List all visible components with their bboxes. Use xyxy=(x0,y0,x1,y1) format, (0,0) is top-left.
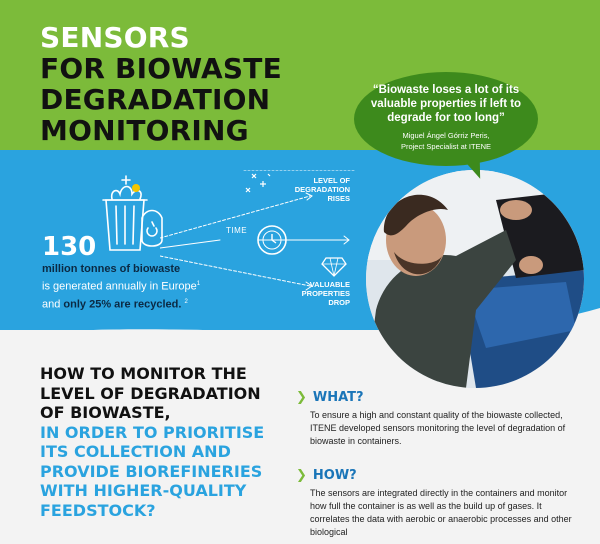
stat-description xyxy=(42,262,302,312)
heading-blue-5: FEEDSTOCK? xyxy=(40,500,156,520)
how-title: HOW? xyxy=(312,468,357,483)
chevron-right-icon: ❯ xyxy=(296,468,307,483)
title-line-2: FOR BIOWASTE xyxy=(40,52,282,85)
label-top-1: LEVEL OF xyxy=(313,176,350,185)
heading-dark-3: OF BIOWASTE, xyxy=(40,403,171,422)
quote-bubble xyxy=(354,72,538,166)
heading-blue-3: PROVIDE BIOREFINERIES xyxy=(40,461,263,481)
heading-dark-2: LEVEL OF DEGRADATION xyxy=(40,383,261,403)
label-bottom-2: PROPERTIES xyxy=(301,289,350,298)
stat-line-3: and xyxy=(42,298,64,311)
what-section-title xyxy=(296,390,364,405)
what-title: WHAT? xyxy=(312,390,364,405)
heading-blue-4: WITH HIGHER-QUALITY xyxy=(40,481,247,500)
waste-bin-icon xyxy=(96,170,166,254)
stat-line-2: is generated annually in Europe xyxy=(42,280,197,293)
title-line-1: SENSORS xyxy=(40,21,190,54)
page-title xyxy=(40,22,282,146)
quote-role: Project Specialist at ITENE xyxy=(400,142,492,151)
researcher-photo xyxy=(366,170,584,388)
footnote-2: 2 xyxy=(184,298,188,305)
quote-attribution xyxy=(366,130,526,152)
heading-blue-1: IN ORDER TO PRIORITISE xyxy=(40,422,265,442)
quote-author: Miguel Ángel Górriz Peris, xyxy=(402,131,490,140)
heading-dark-1: HOW TO MONITOR THE xyxy=(40,364,247,383)
stat-big-number: 130 xyxy=(42,232,97,262)
label-bottom-1: VALUABLE xyxy=(309,280,350,289)
quote-text: “Biowaste loses a lot of its valuable properties if left to degrade for too long” xyxy=(370,84,522,124)
what-body: To ensure a high and constant quality of the biowaste collected, ITENE developed sensors monitoring the level of degradation of biowaste in containers. xyxy=(310,410,566,446)
main-question-heading xyxy=(40,364,290,520)
label-top-2: DEGRADATION xyxy=(294,185,350,194)
heading-blue-2: ITS COLLECTION AND xyxy=(40,442,231,461)
label-degradation-rises xyxy=(290,176,350,203)
chevron-right-icon: ❯ xyxy=(296,390,307,405)
footnote-1: 1 xyxy=(196,281,201,287)
label-bottom-3: DROP xyxy=(328,298,350,307)
label-time: TIME xyxy=(226,226,248,235)
title-line-3: DEGRADATION xyxy=(40,83,271,116)
stat-line-1: million tonnes of biowaste xyxy=(42,263,181,275)
title-line-4: MONITORING xyxy=(40,114,249,147)
how-body: The sensors are integrated directly in the containers and monitor how full the container is as well as the build up of gases. It correlates the data with aerobic or anaerobic processes and other biological xyxy=(310,488,572,537)
stat-line-3-bold: only 25% are recycled. xyxy=(63,298,182,311)
label-top-3: RISES xyxy=(327,194,350,203)
how-section-title xyxy=(296,468,357,483)
